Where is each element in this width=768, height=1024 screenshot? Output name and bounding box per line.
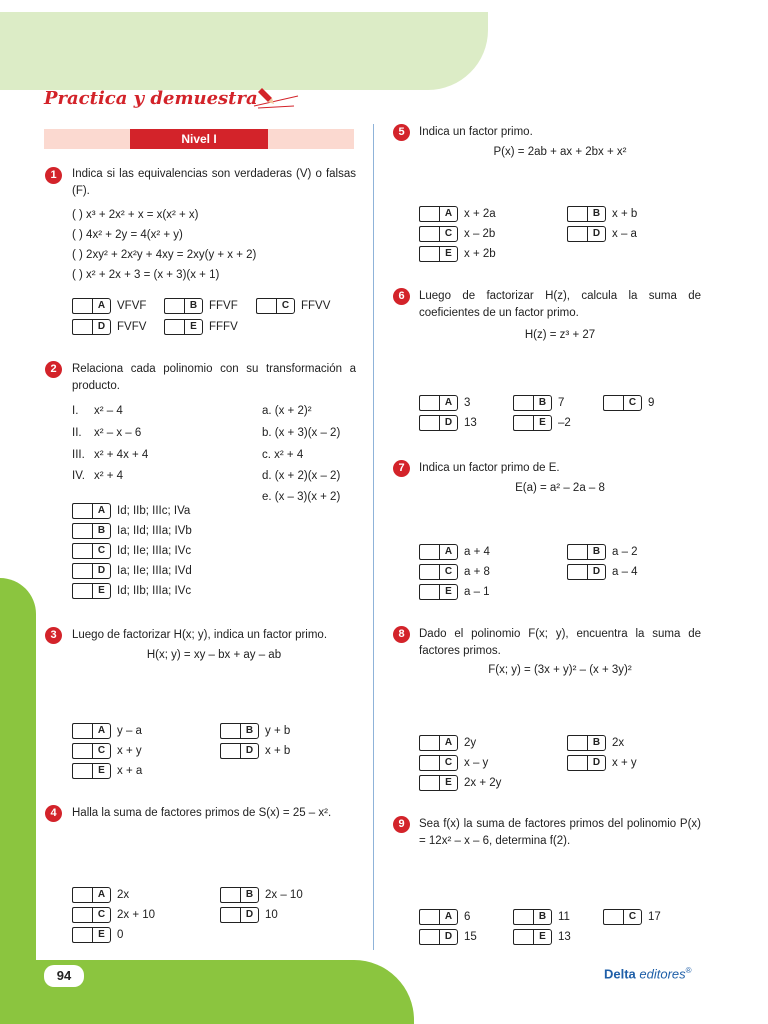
question-number: 3	[45, 627, 62, 644]
roman-label: I.	[72, 405, 79, 417]
answer-option[interactable]: C 9	[603, 394, 654, 411]
header-banner	[0, 12, 488, 90]
question-text: Luego de factorizar H(x; y), indica un factor primo.	[72, 629, 328, 641]
answer-option[interactable]: A x + 2a	[419, 205, 496, 222]
polynomial: x² + 4x + 4	[94, 449, 149, 461]
column-divider	[373, 124, 374, 950]
answer-option[interactable]: B FFVF	[164, 297, 238, 314]
answer-option[interactable]: D a – 4	[567, 563, 638, 580]
polynomial: x² – 4	[94, 405, 123, 417]
question-text: Dado el polinomio F(x; y), encuentra la suma de factores primos.	[419, 628, 701, 657]
answer-option[interactable]: E a – 1	[419, 583, 490, 600]
answer-option[interactable]: A VFVF	[72, 297, 146, 314]
product-form: c. x² + 4	[262, 449, 304, 461]
polynomial: x² + 4	[94, 470, 124, 482]
question-text: Luego de factorizar H(z), calcula la suma de coeficientes de un factor primo.	[419, 290, 701, 319]
answer-option[interactable]: E FFFV	[164, 318, 238, 335]
formula: F(x; y) = (3x + y)² – (x + 3y)²	[488, 664, 632, 676]
answer-option[interactable]: E x + 2b	[419, 245, 496, 262]
formula: H(z) = z³ + 27	[524, 329, 596, 341]
answer-option[interactable]: B 11	[513, 908, 570, 925]
publisher-logo: Delta editores®	[604, 966, 692, 982]
answer-option[interactable]: A a + 4	[419, 543, 490, 560]
question-number: 5	[393, 124, 410, 141]
level-label: Nivel I	[130, 129, 268, 149]
statement: ( ) 4x² + 2y = 4(x² + y)	[72, 229, 183, 241]
answer-option[interactable]: B Ia; IId; IIIa; IVb	[72, 522, 192, 539]
answer-option[interactable]: A 2x	[72, 886, 129, 903]
answer-option[interactable]: C Id; IIe; IIIa; IVc	[72, 542, 191, 559]
statement: ( ) x² + 2x + 3 = (x + 3)(x + 1)	[72, 269, 220, 281]
question-number: 4	[45, 805, 62, 822]
question-text: Indica un factor primo de E.	[419, 462, 560, 474]
answer-option[interactable]: D 13	[419, 414, 477, 431]
answer-option[interactable]: D FVFV	[72, 318, 146, 335]
answer-option[interactable]: B a – 2	[567, 543, 638, 560]
question-number: 6	[393, 288, 410, 305]
question-text: Relaciona cada polinomio con su transformación a producto.	[72, 363, 356, 392]
question-number: 2	[45, 361, 62, 378]
level-bar	[44, 129, 354, 149]
question-number: 7	[393, 460, 410, 477]
answer-option[interactable]: D x – a	[567, 225, 637, 242]
answer-option[interactable]: C x – 2b	[419, 225, 495, 242]
question-text: Halla la suma de factores primos de S(x) = 25 – x².	[72, 807, 332, 819]
page-number: 94	[44, 965, 84, 987]
side-decoration	[0, 578, 36, 1024]
answer-option[interactable]: E 0	[72, 926, 123, 943]
question-number: 9	[393, 816, 410, 833]
question-text: Indica si las equivalencias son verdaderas (V) o falsas (F).	[72, 168, 356, 197]
answer-option[interactable]: B 2x	[567, 734, 624, 751]
formula: H(x; y) = xy – bx + ay – ab	[146, 649, 282, 661]
section-title: Practica y demuestra	[44, 88, 258, 109]
answer-option[interactable]: B x + b	[567, 205, 637, 222]
answer-option[interactable]: E –2	[513, 414, 571, 431]
answer-option[interactable]: C a + 8	[419, 563, 490, 580]
answer-option[interactable]: E x + a	[72, 762, 142, 779]
answer-option[interactable]: A 6	[419, 908, 470, 925]
answer-option[interactable]: A Id; IIb; IIIc; IVa	[72, 502, 190, 519]
answer-option[interactable]: E Id; IIb; IIIa; IVc	[72, 582, 191, 599]
formula: P(x) = 2ab + ax + 2bx + x²	[493, 146, 627, 158]
roman-label: IV.	[72, 470, 86, 482]
question-number: 1	[45, 167, 62, 184]
roman-label: III.	[72, 449, 85, 461]
question-number: 8	[393, 626, 410, 643]
answer-option[interactable]: E 13	[513, 928, 571, 945]
roman-label: II.	[72, 427, 82, 439]
answer-option[interactable]: D Ia; IIe; IIIa; IVd	[72, 562, 192, 579]
product-form: e. (x – 3)(x + 2)	[262, 491, 341, 503]
product-form: b. (x + 3)(x – 2)	[262, 427, 341, 439]
answer-option[interactable]: B 2x – 10	[220, 886, 303, 903]
formula: E(a) = a² – 2a – 8	[515, 482, 605, 494]
answer-option[interactable]: A y – a	[72, 722, 142, 739]
product-form: a. (x + 2)²	[262, 405, 312, 417]
product-form: d. (x + 2)(x – 2)	[262, 470, 341, 482]
question-text: Indica un factor primo.	[419, 126, 533, 138]
answer-option[interactable]: B y + b	[220, 722, 290, 739]
answer-option[interactable]: C x + y	[72, 742, 142, 759]
statement: ( ) x³ + 2x² + x = x(x² + x)	[72, 209, 199, 221]
pencil-icon	[252, 84, 302, 110]
polynomial: x² – x – 6	[94, 427, 142, 439]
answer-option[interactable]: D 15	[419, 928, 477, 945]
answer-option[interactable]: C x – y	[419, 754, 488, 771]
answer-option[interactable]: D x + b	[220, 742, 290, 759]
answer-option[interactable]: C FFVV	[256, 297, 330, 314]
question-text: Sea f(x) la suma de factores primos del polinomio P(x) = 12x² – x – 6, determina f(2).	[419, 818, 701, 847]
answer-option[interactable]: D 10	[220, 906, 278, 923]
answer-option[interactable]: E 2x + 2y	[419, 774, 501, 791]
answer-option[interactable]: A 3	[419, 394, 470, 411]
statement: ( ) 2xy² + 2x²y + 4xy = 2xy(y + x + 2)	[72, 249, 257, 261]
answer-option[interactable]: C 17	[603, 908, 661, 925]
answer-option[interactable]: C 2x + 10	[72, 906, 155, 923]
answer-option[interactable]: A 2y	[419, 734, 476, 751]
answer-option[interactable]: D x + y	[567, 754, 637, 771]
answer-option[interactable]: B 7	[513, 394, 564, 411]
